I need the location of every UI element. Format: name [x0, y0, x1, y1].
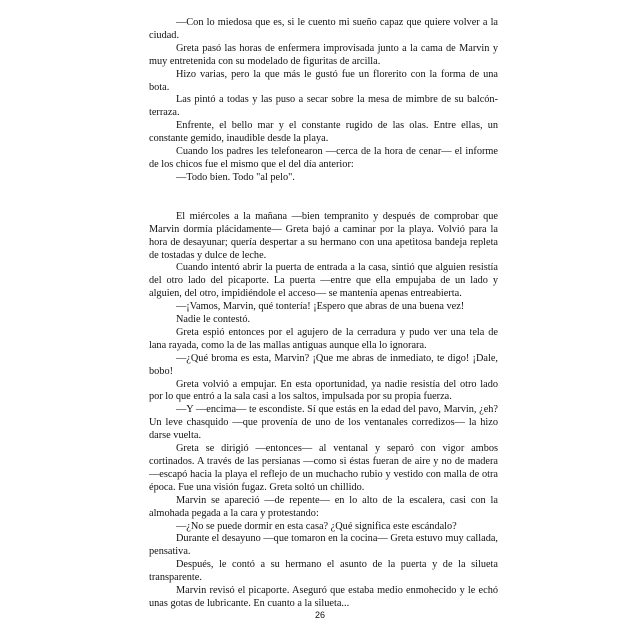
paragraph: Durante el desayuno —que tomaron en la cocina— Greta estuvo muy callada, pensativa.	[149, 533, 498, 558]
paragraph: —Y —encima— te escondiste. Sí que estás en la edad del pavo, Marvin, ¿eh? Un leve chasquido —que provenía de uno de los ventanales corredizos— la hizo darse vuelta.	[149, 404, 498, 442]
paragraph: —¿Qué broma es esta, Marvin? ¡Que me abras de inmediato, te digo! ¡Dale, bobo!	[149, 352, 498, 377]
paragraph: Marvin revisó el picaporte. Aseguró que estaba medio enmohecido y le echó unas gotas de lubricante. En cuanto a la silueta...	[149, 585, 498, 609]
paragraph: Cuando los padres les telefonearon —cerca de la hora de cenar— el informe de los chicos fue el mismo que el del día anterior:	[149, 146, 498, 170]
paragraph: —Con lo miedosa que es, si le cuento mi sueño capaz que quiere volver a la ciudad.	[149, 17, 498, 41]
paragraph: Nadie le contestó.	[176, 314, 251, 326]
paragraph: Enfrente, el bello mar y el constante rugido de las olas. Entre ellas, un constante gemido, inaudible desde la playa.	[149, 120, 498, 145]
paragraph: Cuando intentó abrir la puerta de entrada a la casa, sintió que alguien resistía del otro lado del picaporte. La puerta —entre que ella empujaba de un lado y alguien, del otro, impidiéndole el acceso— se mantenía apenas entreabierta.	[149, 262, 498, 300]
paragraph: Después, le contó a su hermano el asunto de la puerta y de la silueta transparente.	[149, 559, 498, 584]
paragraph: El miércoles a la mañana —bien tempranito y después de comprobar que Marvin dormía plácidamente— Greta bajó a caminar por la playa. Volvió para la hora de desayunar; quería despertar a su hermano con una apetitosa bandeja repleta de tostadas y dulce de leche.	[149, 210, 498, 261]
paragraph: Marvin se apareció —de repente— en lo alto de la escalera, casi con la almohada pegada a la cara y protestando:	[149, 494, 498, 519]
paragraph: —¡Vamos, Marvin, qué tontería! ¡Espero que abras de una buena vez!	[176, 301, 465, 313]
paragraph: Greta espió entonces por el agujero de la cerradura y pudo ver una tela de lana rayada, como la de las mallas antiguas aunque ella lo ignorara.	[149, 326, 498, 351]
paragraph: —¿No se puede dormir en esta casa? ¿Qué significa este escándalo?	[176, 520, 457, 532]
paragraph: Greta se dirigió —entonces— al ventanal y separó con vigor ambos cortinados. A través de las persianas —como si éstas fueran de aire y no de madera—escapó hacia la playa el reflejo de un muchacho rubio y vestido con malla de otra época. Fue una visión fugaz. Greta soltó un chillido.	[149, 443, 498, 493]
paragraph: —Todo bien. Todo "al pelo".	[176, 171, 295, 183]
paragraph: Hizo varias, pero la que más le gustó fue un florerito con la forma de una bota.	[149, 68, 498, 93]
paragraph: Las pintó a todas y las puso a secar sobre la mesa de mimbre de su balcón-terraza.	[149, 94, 498, 119]
page-number: 26	[314, 610, 325, 620]
page-text	[149, 17, 498, 611]
paragraph: Greta pasó las horas de enfermera improvisada junto a la cama de Marvin y muy entretenida con su modelado de figuritas de arcilla.	[149, 42, 498, 67]
paragraph: Greta volvió a empujar. En esta oportunidad, ya nadie resistía del otro lado por lo que entró a la sala casi a los saltos, impulsada por su propia fuerza.	[149, 378, 498, 403]
section-break	[149, 185, 498, 211]
